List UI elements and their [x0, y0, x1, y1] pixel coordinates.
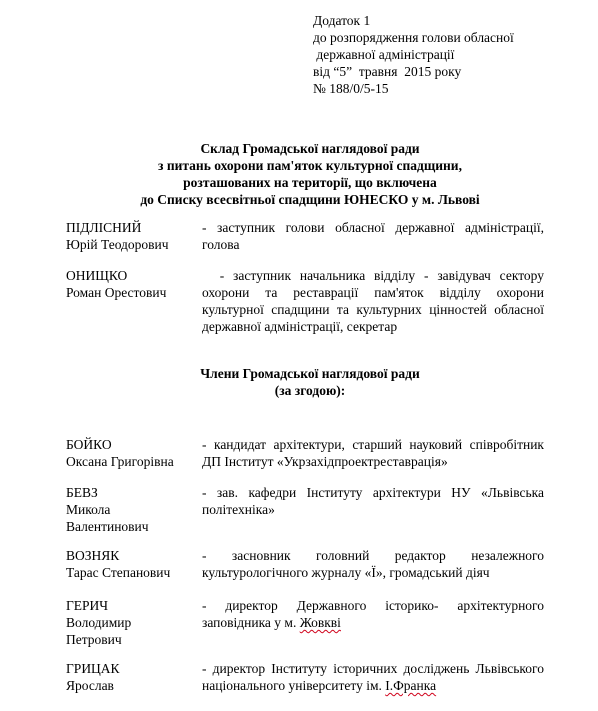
appendix-line: від “5” травня 2015 року	[313, 64, 462, 79]
person-given-name: Роман Орестович	[66, 285, 167, 300]
role-text: - директор Інституту історичних досліджень Львівського національного університету ім.	[202, 661, 544, 693]
members-heading	[60, 365, 560, 399]
person-name	[66, 660, 196, 694]
role-text: - директор Державного історико- архітектурного заповідника у м.	[202, 598, 544, 630]
person-name	[66, 484, 196, 535]
members-heading-line: Члени Громадської наглядової ради	[200, 366, 420, 381]
person-surname: БЕВЗ	[66, 485, 98, 500]
spellcheck-underlined-word: Жовкві	[299, 615, 341, 630]
person-surname: ГРИЦАК	[66, 661, 120, 676]
person-name	[66, 219, 196, 253]
person-surname: ПІДЛІСНИЙ	[66, 220, 142, 235]
person-patronymic: Валентинович	[66, 519, 149, 534]
person-surname: ОНИЩКО	[66, 268, 128, 283]
title-line: до Списку всесвітньої спадщини ЮНЕСКО у м. Львові	[140, 192, 480, 207]
person-given-name: Ярослав	[66, 678, 114, 693]
person-name	[66, 267, 196, 301]
members-heading-note: (за згодою):	[274, 383, 346, 398]
person-name	[66, 597, 196, 648]
person-name	[66, 436, 196, 470]
person-surname: ГЕРИЧ	[66, 598, 109, 613]
title-line: з питань охорони пам'яток культурної спадщини,	[158, 158, 462, 173]
person-role	[202, 660, 544, 694]
person-surname: БОЙКО	[66, 437, 112, 452]
person-given-name: Тарас Степанович	[66, 565, 171, 580]
appendix-line: Додаток 1	[313, 13, 371, 28]
person-role: - заступник голови обласної державної адміністрації, голова	[202, 220, 544, 252]
appendix-line: № 188/0/5-15	[313, 81, 389, 96]
person-role: - кандидат архітектури, старший науковий співробітник ДП Інститут «Укрзахідпроектреставрація»	[202, 437, 544, 469]
title-line: розташованих на території, що включена	[183, 175, 437, 190]
person-role: - заступник начальника відділу - завідувач сектору охорони та реставрації пам'яток відділу охорони культурної спадщини та культурних цінностей обласної державної адміністрації, секретар	[202, 268, 548, 334]
spellcheck-underlined-word: І.Франка	[385, 678, 437, 693]
person-role	[202, 597, 544, 631]
document-title	[60, 140, 560, 208]
appendix-header	[313, 12, 514, 97]
appendix-line: державної адміністрації	[313, 47, 455, 62]
person-surname: ВОЗНЯК	[66, 548, 120, 563]
person-given-name: Володимир	[66, 615, 132, 630]
person-name	[66, 547, 196, 581]
person-role: - засновник головний редактор незалежного культурологічного журналу «Ї», громадський діяч	[202, 548, 544, 580]
person-given-name: Микола	[66, 502, 111, 517]
appendix-line: до розпорядження голови обласної	[313, 30, 514, 45]
title-line: Склад Громадської наглядової ради	[200, 141, 420, 156]
person-given-name: Юрій Теодорович	[66, 237, 169, 252]
person-patronymic: Петрович	[66, 632, 122, 647]
person-role: - зав. кафедри Інституту архітектури НУ «Львівська політехніка»	[202, 485, 544, 517]
person-given-name: Оксана Григорівна	[66, 454, 174, 469]
